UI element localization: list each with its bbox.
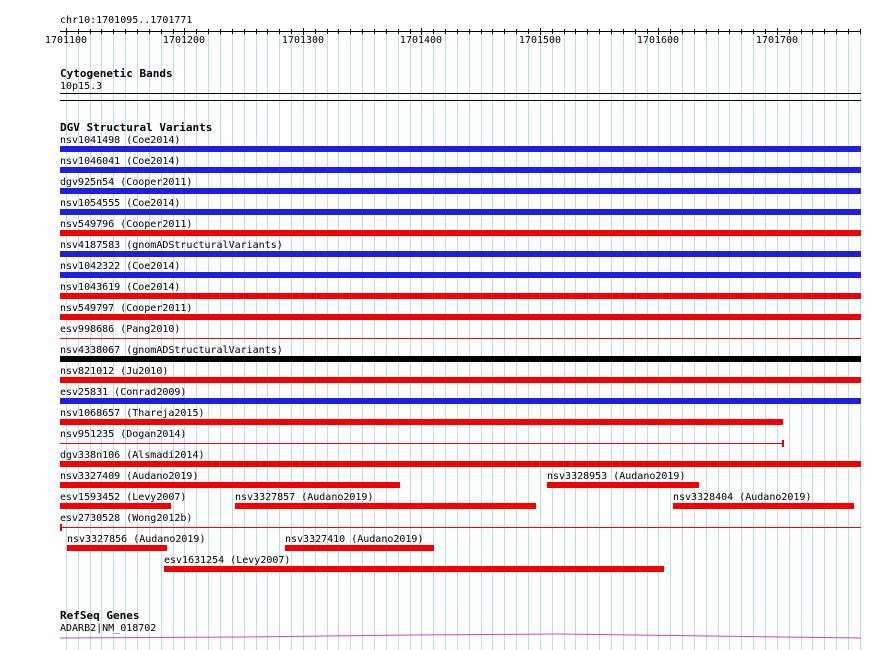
dgv-feature-label[interactable]: nsv3327409 (Audano2019) bbox=[60, 471, 199, 482]
ruler-minor-tick bbox=[386, 29, 387, 34]
ruler-minor-tick bbox=[623, 29, 624, 34]
ruler-tick-label: 1701700 bbox=[755, 35, 799, 46]
dgv-feature-bar[interactable] bbox=[60, 527, 861, 528]
ruler-minor-tick bbox=[220, 29, 221, 34]
dgv-feature-label[interactable]: nsv1046041 (Coe2014) bbox=[60, 156, 181, 167]
ruler-minor-tick bbox=[291, 29, 292, 34]
ruler-minor-tick bbox=[801, 29, 802, 34]
ruler-minor-tick bbox=[90, 29, 91, 34]
ruler-minor-tick bbox=[516, 29, 517, 34]
ruler-major-tick bbox=[66, 28, 67, 35]
dgv-feature-bar[interactable] bbox=[60, 398, 861, 404]
refseq-track-title: RefSeq Genes bbox=[60, 609, 140, 622]
dgv-feature-label[interactable]: nsv4187583 (gnomADStructuralVariants) bbox=[60, 240, 283, 251]
dgv-feature-bar[interactable] bbox=[673, 503, 854, 509]
ruler-minor-tick bbox=[149, 29, 150, 34]
ruler-minor-tick bbox=[812, 29, 813, 34]
ruler-minor-tick bbox=[528, 29, 529, 34]
ruler-minor-tick bbox=[338, 29, 339, 34]
ruler-minor-tick bbox=[362, 29, 363, 34]
ruler-minor-tick bbox=[836, 29, 837, 34]
ruler-minor-tick bbox=[860, 29, 861, 34]
dgv-feature-bar[interactable] bbox=[60, 461, 861, 467]
dgv-feature-label[interactable]: esv1593452 (Levy2007) bbox=[60, 492, 187, 503]
ruler-minor-tick bbox=[694, 29, 695, 34]
refseq-gene-line[interactable] bbox=[0, 630, 890, 642]
dgv-feature-label[interactable]: nsv3327857 (Audano2019) bbox=[235, 492, 374, 503]
ruler-minor-tick bbox=[315, 29, 316, 34]
ruler-tick-label: 1701600 bbox=[636, 35, 680, 46]
dgv-feature-label[interactable]: nsv1043619 (Coe2014) bbox=[60, 282, 181, 293]
ruler-minor-tick bbox=[125, 29, 126, 34]
ruler-minor-tick bbox=[256, 29, 257, 34]
refseq-gene-intron[interactable] bbox=[60, 634, 861, 638]
ruler-minor-tick bbox=[575, 29, 576, 34]
dgv-feature-label[interactable]: dgv338n106 (Alsmadi2014) bbox=[60, 450, 205, 461]
dgv-feature-label[interactable]: nsv1068657 (Thareja2015) bbox=[60, 408, 205, 419]
ruler-minor-tick bbox=[279, 29, 280, 34]
dgv-feature-bar[interactable] bbox=[60, 188, 861, 194]
ruler-tick-label: 1701500 bbox=[518, 35, 562, 46]
ruler-minor-tick bbox=[208, 29, 209, 34]
dgv-feature-label[interactable]: nsv549796 (Cooper2011) bbox=[60, 219, 193, 230]
ruler-major-tick bbox=[184, 28, 185, 35]
dgv-feature-label[interactable]: nsv3328953 (Audano2019) bbox=[547, 471, 686, 482]
ruler-minor-tick bbox=[789, 29, 790, 34]
dgv-feature-bar[interactable] bbox=[60, 146, 861, 152]
dgv-feature-bar[interactable] bbox=[60, 293, 861, 299]
dgv-feature-bar[interactable] bbox=[67, 545, 167, 551]
ruler-minor-tick bbox=[137, 29, 138, 34]
ruler-tick-label: 1701300 bbox=[281, 35, 325, 46]
ruler-minor-tick bbox=[824, 29, 825, 34]
dgv-track-title: DGV Structural Variants bbox=[60, 121, 213, 134]
ruler-minor-tick bbox=[635, 29, 636, 34]
ruler-minor-tick bbox=[481, 29, 482, 34]
ruler-minor-tick bbox=[161, 29, 162, 34]
dgv-feature-label[interactable]: nsv1041498 (Coe2014) bbox=[60, 135, 181, 146]
ruler-minor-tick bbox=[564, 29, 565, 34]
ruler-major-tick bbox=[658, 28, 659, 35]
dgv-feature-bar[interactable] bbox=[60, 338, 861, 339]
dgv-feature-label[interactable]: nsv4338067 (gnomADStructuralVariants) bbox=[60, 345, 283, 356]
ruler-minor-tick bbox=[469, 29, 470, 34]
refseq-gene-label[interactable]: ADARB2|NM_018702 bbox=[60, 623, 157, 634]
ruler-minor-tick bbox=[670, 29, 671, 34]
ruler-minor-tick bbox=[445, 29, 446, 34]
ruler-minor-tick bbox=[457, 29, 458, 34]
dgv-feature-bar[interactable] bbox=[60, 443, 783, 444]
ruler-minor-tick bbox=[374, 29, 375, 34]
ruler-minor-tick bbox=[410, 29, 411, 34]
dgv-feature-bar[interactable] bbox=[60, 356, 861, 362]
dgv-feature-bar[interactable] bbox=[235, 503, 536, 509]
dgv-feature-label[interactable]: esv1631254 (Levy2007) bbox=[164, 555, 291, 566]
dgv-feature-bar[interactable] bbox=[60, 251, 861, 257]
dgv-feature-bar[interactable] bbox=[60, 503, 171, 509]
ruler-position-label: chr10:1701095..1701771 bbox=[60, 15, 193, 26]
ruler-tick-label: 1701400 bbox=[399, 35, 443, 46]
ruler-minor-tick bbox=[552, 29, 553, 34]
dgv-feature-bar[interactable] bbox=[60, 482, 400, 488]
ruler-minor-tick bbox=[398, 29, 399, 34]
dgv-feature-label[interactable]: nsv821012 (Ju2010) bbox=[60, 366, 169, 377]
cytoband-track-title: Cytogenetic Bands bbox=[60, 67, 173, 80]
ruler-minor-tick bbox=[113, 29, 114, 34]
ruler-minor-tick bbox=[682, 29, 683, 34]
dgv-feature-label[interactable]: nsv549797 (Cooper2011) bbox=[60, 303, 193, 314]
ruler-minor-tick bbox=[504, 29, 505, 34]
ruler-minor-tick bbox=[765, 29, 766, 34]
ruler-minor-tick bbox=[753, 29, 754, 34]
dgv-feature-label[interactable]: nsv1042322 (Coe2014) bbox=[60, 261, 181, 272]
dgv-feature-bar[interactable] bbox=[285, 545, 434, 551]
ruler-minor-tick bbox=[232, 29, 233, 34]
dgv-feature-end-cap bbox=[782, 440, 784, 447]
ruler-minor-tick bbox=[244, 29, 245, 34]
ruler-minor-tick bbox=[706, 29, 707, 34]
dgv-feature-label[interactable]: esv2730528 (Wong2012b) bbox=[60, 513, 193, 524]
ruler-major-tick bbox=[421, 28, 422, 35]
dgv-feature-label[interactable]: nsv1054555 (Coe2014) bbox=[60, 198, 181, 209]
ruler-minor-tick bbox=[101, 29, 102, 34]
dgv-feature-label[interactable]: esv25831 (Conrad2009) bbox=[60, 387, 187, 398]
ruler-minor-tick bbox=[729, 29, 730, 34]
dgv-feature-label[interactable]: nsv3328404 (Audano2019) bbox=[673, 492, 812, 503]
ruler-major-tick bbox=[540, 28, 541, 35]
dgv-feature-label[interactable]: nsv3327410 (Audano2019) bbox=[285, 534, 424, 545]
ruler-minor-tick bbox=[848, 29, 849, 34]
dgv-feature-bar[interactable] bbox=[60, 209, 861, 215]
dgv-feature-label[interactable]: dgv925n54 (Cooper2011) bbox=[60, 177, 193, 188]
dgv-feature-label[interactable]: nsv951235 (Dogan2014) bbox=[60, 429, 187, 440]
dgv-feature-bar[interactable] bbox=[60, 377, 861, 383]
ruler-minor-tick bbox=[327, 29, 328, 34]
dgv-feature-bar[interactable] bbox=[60, 230, 861, 236]
ruler-minor-tick bbox=[599, 29, 600, 34]
ruler-major-tick bbox=[303, 28, 304, 35]
ruler-minor-tick bbox=[433, 29, 434, 34]
ruler-minor-tick bbox=[267, 29, 268, 34]
dgv-feature-label[interactable]: esv998686 (Pang2010) bbox=[60, 324, 181, 335]
ruler-minor-tick bbox=[196, 29, 197, 34]
cytoband-label: 10p15.3 bbox=[60, 81, 103, 92]
ruler-minor-tick bbox=[647, 29, 648, 34]
dgv-feature-end-cap bbox=[60, 524, 62, 531]
ruler-minor-tick bbox=[587, 29, 588, 34]
ruler-minor-tick bbox=[611, 29, 612, 34]
dgv-feature-bar[interactable] bbox=[60, 167, 861, 173]
ruler-minor-tick bbox=[741, 29, 742, 34]
ruler-minor-tick bbox=[78, 29, 79, 34]
cytoband-line bbox=[60, 93, 861, 94]
track-separator bbox=[60, 100, 861, 101]
ruler-major-tick bbox=[777, 28, 778, 35]
dgv-feature-bar[interactable] bbox=[60, 314, 861, 320]
ruler-minor-tick bbox=[718, 29, 719, 34]
ruler-minor-tick bbox=[173, 29, 174, 34]
dgv-feature-bar[interactable] bbox=[547, 482, 699, 488]
dgv-feature-bar[interactable] bbox=[60, 272, 861, 278]
ruler-minor-tick bbox=[350, 29, 351, 34]
dgv-feature-bar[interactable] bbox=[164, 566, 664, 572]
dgv-feature-bar[interactable] bbox=[60, 419, 783, 425]
ruler-minor-tick bbox=[492, 29, 493, 34]
ruler-tick-label: 1701200 bbox=[162, 35, 206, 46]
dgv-feature-label[interactable]: nsv3327856 (Audano2019) bbox=[67, 534, 206, 545]
ruler-tick-label: 1701100 bbox=[44, 35, 88, 46]
